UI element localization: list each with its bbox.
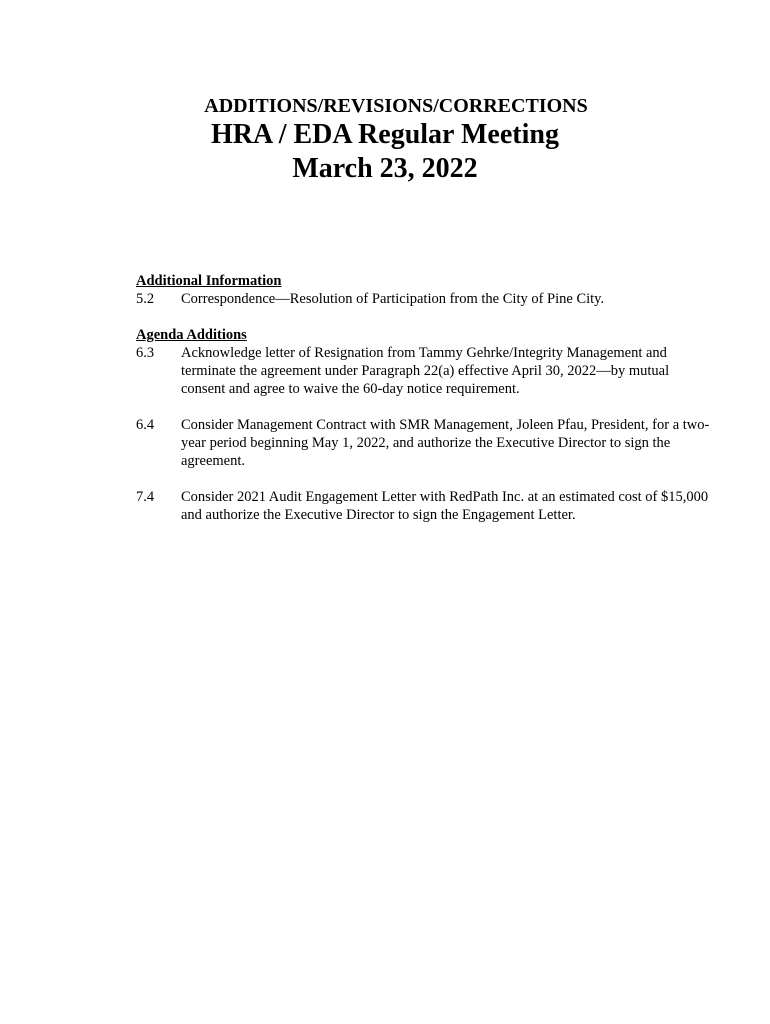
item-spacer [136,470,716,488]
item-number: 7.4 [136,489,155,505]
agenda-item-5-2 [136,290,716,308]
agenda-item-6-3 [136,344,716,398]
agenda-additions-heading: Agenda Additions [136,327,247,343]
item-number: 6.3 [136,345,155,361]
item-text: Consider 2021 Audit Engagement Letter with RedPath Inc. at an estimated cost of $15,000 and authorize the Executive Director to sign the Engagement Letter. [181,489,709,523]
item-number: 5.2 [136,291,155,307]
document-header [0,94,770,186]
agenda-item-6-4 [136,416,716,470]
agenda-item-7-4 [136,488,716,524]
item-text: Acknowledge letter of Resignation from Tammy Gehrke/Integrity Management and terminate the agreement under Paragraph 22(a) effective April 30, 2022—by mutual consent and agree to waive the 60-day notice requirement. [181,345,670,397]
additional-information-heading: Additional Information [136,273,282,289]
meeting-date: March 23, 2022 [292,153,478,184]
document-subtitle: ADDITIONS/REVISIONS/CORRECTIONS [204,95,588,117]
item-text: Correspondence—Resolution of Participation from the City of Pine City. [181,291,605,307]
meeting-title: HRA / EDA Regular Meeting [211,119,559,150]
item-spacer [136,398,716,416]
item-number: 6.4 [136,417,155,433]
item-text: Consider Management Contract with SMR Management, Joleen Pfau, President, for a two-year period beginning May 1, 2022, and authorize the Executive Director to sign the agreement. [181,417,710,469]
document-body [136,272,716,524]
section-spacer [136,308,716,326]
